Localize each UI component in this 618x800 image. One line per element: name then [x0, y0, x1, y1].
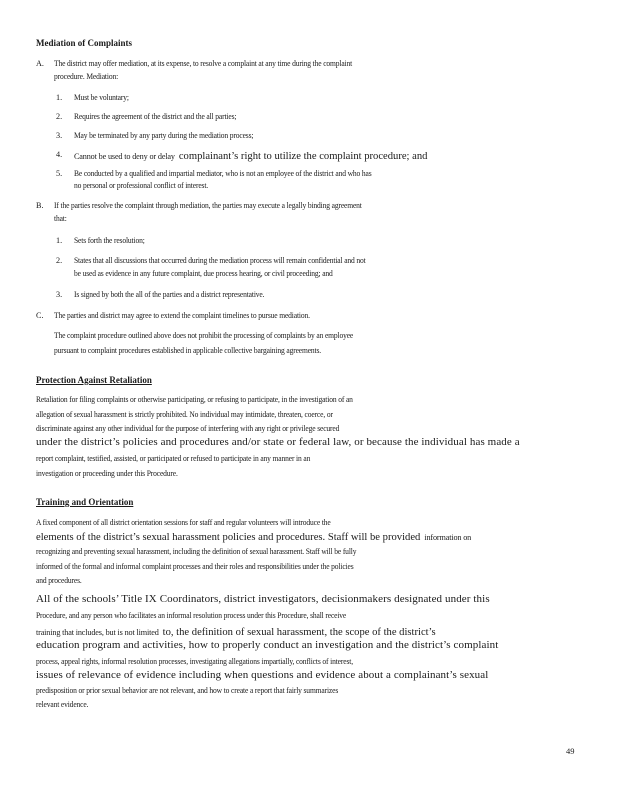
paragraph-part: to, the definition of sexual harassment, the scope of the district’s	[162, 627, 436, 638]
paragraph-line: The district may offer mediation, at its expense, to resolve a complaint at any time during the complaint	[54, 59, 353, 68]
paragraph-line: All of the schools’ Title IX Coordinators, district investigators, decisionmakers designated under this	[36, 593, 490, 605]
section-heading-retaliation: Protection Against Retaliation	[36, 375, 152, 385]
list-item-part: complainant’s right to utilize the complaint procedure; and	[178, 151, 428, 162]
paragraph-line: and procedures.	[36, 576, 82, 585]
paragraph-part: information on	[424, 533, 472, 542]
list-item: Is signed by both the all of the parties and a district representative.	[74, 290, 265, 299]
paragraph-line: education program and activities, how to properly conduct an investigation and the district’s complaint	[36, 639, 499, 651]
paragraph-line: recognizing and preventing sexual harassment, including the definition of sexual harassment. Staff will be fully	[36, 547, 357, 556]
list-item: no personal or professional conflict of interest.	[74, 181, 209, 190]
list-marker: 1.	[56, 93, 63, 102]
paragraph-line: under the district’s policies and procedures and/or state or federal law, or because the individual has made a	[36, 436, 520, 448]
list-marker: A.	[36, 59, 44, 68]
paragraph-line: that:	[54, 214, 67, 223]
list-marker: B.	[36, 201, 44, 210]
paragraph-line: informed of the formal and informal complaint processes and their roles and responsibilities under the policies	[36, 562, 354, 571]
list-item: Be conducted by a qualified and impartial mediator, who is not an employee of the district and who has	[74, 169, 372, 178]
list-item: Sets forth the resolution;	[74, 236, 145, 245]
paragraph-line: relevant evidence.	[36, 700, 89, 709]
paragraph-line: procedure. Mediation:	[54, 72, 119, 81]
list-item: be used as evidence in any future complaint, due process hearing, or civil proceeding; and	[74, 269, 333, 278]
list-marker: 3.	[56, 131, 63, 140]
section-heading-training: Training and Orientation	[36, 497, 134, 507]
list-marker: 2.	[56, 256, 63, 265]
paragraph-line: If the parties resolve the complaint through mediation, the parties may execute a legally binding agreement	[54, 201, 362, 210]
paragraph-line: report complaint, testified, assisted, or participated or refused to participate in any manner in an	[36, 454, 311, 463]
paragraph-line: allegation of sexual harassment is strictly prohibited. No individual may intimidate, threaten, coerce, or	[36, 410, 333, 419]
list-item: States that all discussions that occurred during the mediation process will remain confidential and not	[74, 256, 366, 265]
paragraph-line: Retaliation for filing complaints or otherwise participating, or refusing to participate, in the investigation of an	[36, 395, 353, 404]
list-marker: 1.	[56, 236, 63, 245]
paragraph-line: discriminate against any other individual for the purpose of interfering with any right or privilege secured	[36, 424, 340, 433]
paragraph-part: elements of the district’s sexual harassment policies and procedures. Staff will be provided	[36, 532, 421, 543]
list-item: May be terminated by any party during the mediation process;	[74, 131, 254, 140]
list-item: Must be voluntary;	[74, 93, 129, 102]
list-item	[74, 149, 427, 162]
paragraph-line: pursuant to complaint procedures established in applicable collective bargaining agreements.	[54, 346, 322, 355]
paragraph-line	[36, 530, 471, 543]
paragraph-line: process, appeal rights, informal resolution processes, investigating allegations impartially, conflicts of interest,	[36, 657, 353, 666]
paragraph-line: The parties and district may agree to extend the complaint timelines to pursue mediation.	[54, 311, 310, 320]
paragraph-line: A fixed component of all district orientation sessions for staff and regular volunteers will introduce the	[36, 518, 331, 527]
page-number: 49	[566, 746, 575, 756]
paragraph-line: Procedure, and any person who facilitates an informal resolution process under this Procedure, shall receive	[36, 611, 347, 620]
list-marker: 4.	[56, 150, 63, 159]
paragraph-line: The complaint procedure outlined above does not prohibit the processing of complaints by an employee	[54, 331, 354, 340]
list-item-part: Cannot be used to deny or delay	[74, 152, 175, 161]
list-marker: 2.	[56, 112, 63, 121]
paragraph-line: predisposition or prior sexual behavior are not relevant, and how to create a report that fairly summarizes	[36, 686, 339, 695]
list-marker: 3.	[56, 290, 63, 299]
paragraph-part: training that includes, but is not limited	[36, 628, 159, 637]
paragraph-line	[36, 625, 436, 638]
section-heading-mediation: Mediation of Complaints	[36, 38, 133, 48]
list-marker: 5.	[56, 169, 63, 178]
list-marker: C.	[36, 311, 44, 320]
list-item: Requires the agreement of the district and the all parties;	[74, 112, 237, 121]
paragraph-line: investigation or proceeding under this Procedure.	[36, 469, 178, 478]
paragraph-line: issues of relevance of evidence including when questions and evidence about a complainant’s sexual	[36, 669, 489, 681]
